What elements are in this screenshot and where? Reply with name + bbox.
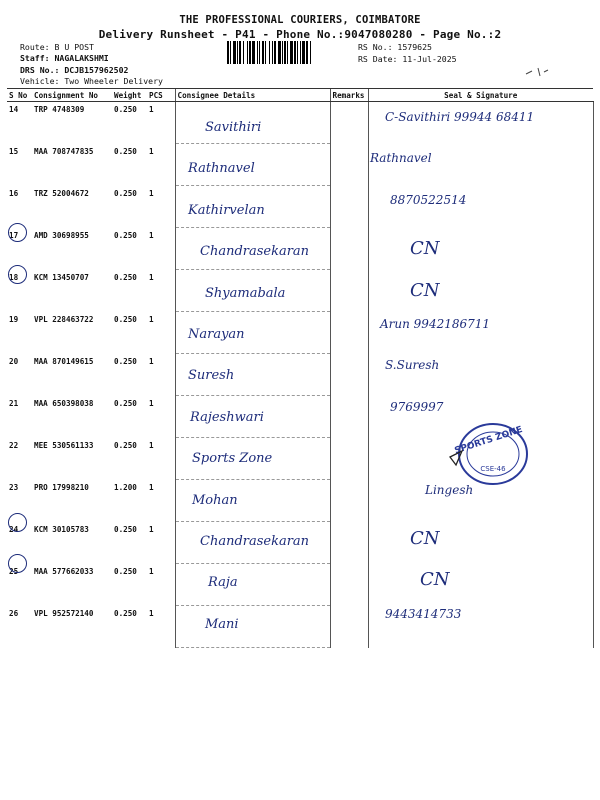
row-pcs: 1 bbox=[149, 146, 154, 156]
table-row bbox=[7, 354, 593, 396]
row-weight: 0.250 bbox=[114, 608, 137, 618]
handwritten-consignee: Mani bbox=[205, 616, 239, 632]
table-header-row bbox=[7, 89, 593, 102]
row-remarks-cell bbox=[330, 354, 368, 396]
row-sno: 22 bbox=[9, 440, 19, 450]
runsheet-table bbox=[7, 88, 594, 648]
row-weight: 0.250 bbox=[114, 524, 137, 534]
row-sno: 14 bbox=[9, 105, 19, 114]
col-signature: Seal & Signature bbox=[368, 89, 593, 102]
row-remarks-cell bbox=[330, 186, 368, 228]
company-title: THE PROFESSIONAL COURIERS, COIMBATORE bbox=[179, 14, 421, 26]
table-row bbox=[7, 186, 593, 228]
row-weight: 0.250 bbox=[114, 440, 137, 450]
row-sno: 19 bbox=[9, 314, 19, 324]
col-remarks: Remarks bbox=[330, 89, 368, 102]
row-pcs: 1 bbox=[149, 230, 154, 240]
row-sno: 21 bbox=[9, 398, 19, 408]
row-consignment-no: MAA 577662033 bbox=[34, 566, 94, 576]
row-pcs: 1 bbox=[149, 524, 154, 534]
handwritten-signature: CN bbox=[410, 238, 440, 260]
handwritten-signature: CN bbox=[420, 569, 450, 591]
stamp-line2: CSE-46 bbox=[480, 465, 506, 473]
row-weight: 0.250 bbox=[114, 314, 137, 324]
row-signature-cell bbox=[368, 270, 593, 312]
row-consignment-no: MAA 650398038 bbox=[34, 398, 94, 408]
rs-date: RS Date: 11-Jul-2025 bbox=[358, 54, 457, 64]
row-remarks-cell bbox=[330, 144, 368, 186]
handwritten-signature: Arun 9942186711 bbox=[380, 317, 491, 331]
row-remarks-cell bbox=[330, 606, 368, 648]
row-pcs: 1 bbox=[149, 608, 154, 618]
row-sno: 24 bbox=[9, 524, 19, 534]
row-consignment-no: PRO 17998210 bbox=[34, 482, 89, 492]
table-row bbox=[7, 270, 593, 312]
serial-circle-mark bbox=[8, 513, 27, 532]
row-consignment-no: KCM 13450707 bbox=[34, 272, 89, 282]
col-weight: Weight bbox=[112, 89, 147, 102]
row-remarks-cell bbox=[330, 228, 368, 270]
row-consignment-no: VPL 952572140 bbox=[34, 608, 94, 618]
row-consignment-no: KCM 30105783 bbox=[34, 524, 89, 534]
col-consignee: Consignee Details bbox=[175, 89, 330, 102]
handwritten-consignee: Rajeshwari bbox=[190, 409, 264, 425]
row-consignee-cell bbox=[175, 606, 330, 648]
row-sno: 20 bbox=[9, 356, 19, 366]
row-signature-cell bbox=[368, 228, 593, 270]
handwritten-consignee: Mohan bbox=[192, 492, 238, 508]
handwritten-consignee: Kathirvelan bbox=[188, 202, 265, 218]
row-pcs: 1 bbox=[149, 566, 154, 576]
handwritten-signature: CN bbox=[410, 279, 440, 301]
row-pcs: 1 bbox=[149, 188, 154, 198]
row-sno: 16 bbox=[9, 188, 19, 198]
table-row bbox=[7, 144, 593, 186]
col-pcs: PCS bbox=[147, 89, 175, 102]
handwritten-signature: CN bbox=[410, 528, 440, 549]
row-consignment-no: TRP 4748309 bbox=[34, 105, 85, 114]
row-consignment-no: MEE 530561133 bbox=[34, 440, 94, 450]
handwritten-consignee: Raja bbox=[208, 575, 238, 591]
runsheet-subtitle: Delivery Runsheet - P41 - Phone No.:9047080280 - Page No.:2 bbox=[98, 28, 502, 41]
company-seal-stamp bbox=[448, 419, 533, 489]
row-pcs: 1 bbox=[149, 314, 154, 324]
table-row bbox=[7, 564, 593, 606]
row-pcs: 1 bbox=[149, 482, 154, 492]
row-remarks-cell bbox=[330, 522, 368, 564]
row-consignment-no: AMD 30698955 bbox=[34, 230, 89, 240]
row-weight: 0.250 bbox=[114, 566, 137, 576]
col-sno: S No bbox=[7, 89, 32, 102]
handwritten-consignee: Narayan bbox=[188, 327, 245, 342]
row-consignment-no: MAA 870149615 bbox=[34, 356, 94, 366]
row-consignment-no: TRZ 52004672 bbox=[34, 188, 89, 198]
row-weight: 0.250 bbox=[114, 356, 137, 366]
row-remarks-cell bbox=[330, 102, 368, 144]
row-weight: 0.250 bbox=[114, 146, 137, 156]
barcode-image bbox=[227, 41, 352, 64]
handwritten-consignee: Suresh bbox=[188, 368, 235, 384]
handwritten-signature: Lingesh bbox=[425, 482, 474, 497]
row-consignment-no: MAA 708747835 bbox=[34, 146, 94, 156]
handwritten-signature: 9769997 bbox=[390, 399, 444, 414]
handwritten-consignee: Shyamabala bbox=[205, 285, 286, 301]
row-pcs: 1 bbox=[149, 398, 154, 408]
handwritten-consignee: Sports Zone bbox=[192, 451, 273, 467]
row-remarks-cell bbox=[330, 270, 368, 312]
handwritten-consignee: Rathnavel bbox=[188, 161, 255, 177]
serial-circle-mark bbox=[8, 265, 27, 284]
handwritten-consignee: Chandrasekaran bbox=[200, 244, 310, 260]
row-sno: 23 bbox=[9, 482, 19, 492]
row-weight: 0.250 bbox=[114, 188, 137, 198]
handwritten-consignee: Chandrasekaran bbox=[200, 534, 310, 549]
row-pcs: 1 bbox=[149, 440, 154, 450]
row-sno: 18 bbox=[9, 272, 19, 282]
row-consignee-cell bbox=[175, 564, 330, 606]
row-sno: 17 bbox=[9, 230, 19, 240]
handwritten-consignee: Savithiri bbox=[205, 120, 262, 135]
row-weight: 0.250 bbox=[114, 230, 137, 240]
row-signature-cell bbox=[368, 522, 593, 564]
row-remarks-cell bbox=[330, 564, 368, 606]
row-sno: 15 bbox=[9, 146, 19, 156]
row-pcs: 1 bbox=[149, 356, 154, 366]
row-weight: 1.200 bbox=[114, 482, 137, 492]
col-consignment: Consignment No bbox=[32, 89, 112, 102]
handwritten-signature: Rathnavel bbox=[370, 151, 432, 166]
handwritten-signature: C-Savithiri 99944 68411 bbox=[385, 110, 535, 124]
row-pcs: 1 bbox=[149, 105, 154, 114]
row-remarks-cell bbox=[330, 312, 368, 354]
row-weight: 0.250 bbox=[114, 105, 137, 114]
stamp-line1: SPORTS ZONE bbox=[453, 424, 524, 457]
drs-label: DRS No.: DCJB157962502 bbox=[20, 65, 129, 75]
pen-mark bbox=[522, 62, 552, 82]
row-remarks-cell bbox=[330, 438, 368, 480]
handwritten-signature: 9443414733 bbox=[385, 606, 462, 621]
row-consignment-no: VPL 228463722 bbox=[34, 314, 94, 324]
row-weight: 0.250 bbox=[114, 272, 137, 282]
row-pcs: 1 bbox=[149, 272, 154, 282]
vehicle-label: Vehicle: Two Wheeler Delivery bbox=[20, 76, 163, 86]
route-label: Route: B U POST bbox=[20, 42, 94, 52]
row-weight: 0.250 bbox=[114, 398, 137, 408]
table-row bbox=[7, 312, 593, 354]
row-remarks-cell bbox=[330, 396, 368, 438]
row-remarks-cell bbox=[330, 480, 368, 522]
handwritten-signature: S.Suresh bbox=[385, 358, 440, 373]
row-sno: 26 bbox=[9, 608, 19, 618]
rs-number: RS No.: 1579625 bbox=[358, 42, 432, 52]
row-signature-cell bbox=[368, 564, 593, 606]
table-row bbox=[7, 606, 593, 648]
staff-label: Staff: NAGALAKSHMI bbox=[20, 53, 109, 63]
handwritten-signature: 8870522514 bbox=[390, 192, 467, 207]
row-sno: 25 bbox=[9, 566, 19, 576]
